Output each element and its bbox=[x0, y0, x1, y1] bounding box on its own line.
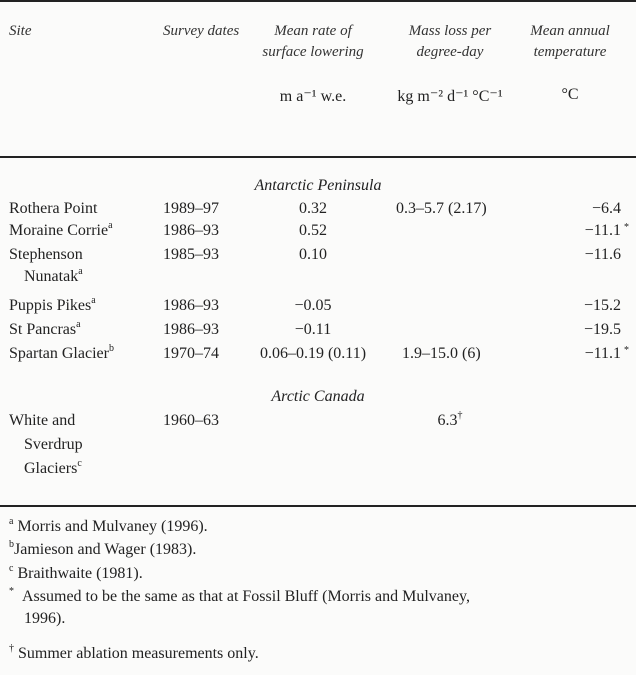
footnote-mark: a bbox=[108, 220, 113, 231]
unit-massloss: kg m⁻² d⁻¹ °C⁻¹ bbox=[397, 88, 503, 105]
footnote-c: $^c$ Braithwaite (1981). bbox=[9, 563, 143, 582]
header-massloss-line2: degree-day bbox=[416, 44, 484, 60]
table-row-site: Stephenson bbox=[9, 246, 83, 263]
table-row-temp: −11.6 bbox=[584, 246, 621, 263]
header-site: Site bbox=[9, 23, 32, 39]
header-lowering-line2: surface lowering bbox=[262, 44, 364, 60]
table-row-dates: 1989–97 bbox=[163, 200, 219, 217]
table-row-dates: 1986–93 bbox=[163, 321, 219, 338]
header-survey-dates: Survey dates bbox=[163, 23, 240, 39]
table-row-lowering: 0.06–0.19 (0.11) bbox=[259, 345, 367, 362]
table-row-dates: 1986–93 bbox=[163, 297, 219, 314]
table-row-lowering: −0.11 bbox=[294, 321, 332, 338]
section-title-arctic: Arctic Canada bbox=[271, 388, 365, 405]
table-row-temp: −15.2 bbox=[583, 297, 621, 314]
header-massloss-line1: Mass loss per bbox=[408, 23, 492, 39]
table-row-site: Puppis Pikes$^a$ bbox=[9, 295, 96, 314]
header-temp-line1: Mean annual bbox=[530, 23, 610, 39]
table-row-temp: −11.1 * bbox=[584, 345, 629, 362]
table-row-temp: −19.5 bbox=[583, 321, 621, 338]
table-row-dates: 1970–74 bbox=[163, 345, 219, 362]
table-row-massloss: 1.9–15.0 (6) bbox=[402, 345, 481, 362]
table-row-lowering: −0.05 bbox=[294, 297, 332, 314]
table-row-site-cont: Sverdrup bbox=[24, 436, 83, 453]
table-row-massloss: 0.3–5.7 (2.17) bbox=[396, 200, 487, 217]
header-rule bbox=[0, 156, 636, 158]
table-row-site-cont: Glaciers$^c$ bbox=[24, 458, 82, 477]
footnote-star: * Assumed to be the same as that at Fossil Bluff (Morris and Mulvaney, bbox=[9, 586, 470, 605]
table-row-lowering: 0.32 bbox=[299, 200, 327, 217]
footnote-mark: b bbox=[108, 343, 114, 354]
table-row-lowering: 0.52 bbox=[299, 222, 327, 239]
header-lowering-line1: Mean rate of bbox=[274, 23, 352, 39]
footnote-mark: c bbox=[77, 458, 82, 469]
footnote-mark: a bbox=[78, 266, 83, 277]
footnote-star-cont: 1996). bbox=[24, 610, 66, 627]
bottom-rule bbox=[0, 505, 636, 507]
footnote-dagger: † Summer ablation measurements only. bbox=[9, 643, 259, 662]
footnote-mark: a bbox=[76, 319, 81, 330]
unit-lowering: m a⁻¹ w.e. bbox=[279, 88, 347, 105]
header-temp-line2: temperature bbox=[533, 44, 607, 60]
table-row-site-cont: Nunatak$^a$ bbox=[24, 266, 83, 285]
table-row-dates: 1960–63 bbox=[163, 412, 219, 429]
table-row-massloss: 6.3† bbox=[437, 410, 463, 429]
unit-temp: °C bbox=[561, 86, 579, 103]
table-row-site: Rothera Point bbox=[9, 200, 98, 217]
table-row-dates: 1985–93 bbox=[163, 246, 219, 263]
table-row-site: Moraine Corrie$^a$ bbox=[9, 220, 113, 239]
table-row-dates: 1986–93 bbox=[163, 222, 219, 239]
footnote-a: $^a$ Morris and Mulvaney (1996). bbox=[9, 516, 208, 535]
table-row-site: St Pancras$^a$ bbox=[9, 319, 81, 338]
table-row-temp: −11.1 * bbox=[584, 222, 629, 239]
top-rule bbox=[0, 0, 636, 2]
footnote-mark: a bbox=[91, 295, 96, 306]
footnote-mark: † bbox=[457, 410, 463, 421]
footnote-b: $^b$Jamieson and Wager (1983). bbox=[9, 539, 197, 558]
table-row-site: White and bbox=[9, 412, 76, 429]
table-row-temp: −6.4 bbox=[591, 200, 621, 217]
section-title-antarctic: Antarctic Peninsula bbox=[254, 177, 382, 194]
table-row-lowering: 0.10 bbox=[299, 246, 327, 263]
table-row-site: Spartan Glacier$^b$ bbox=[9, 343, 114, 362]
